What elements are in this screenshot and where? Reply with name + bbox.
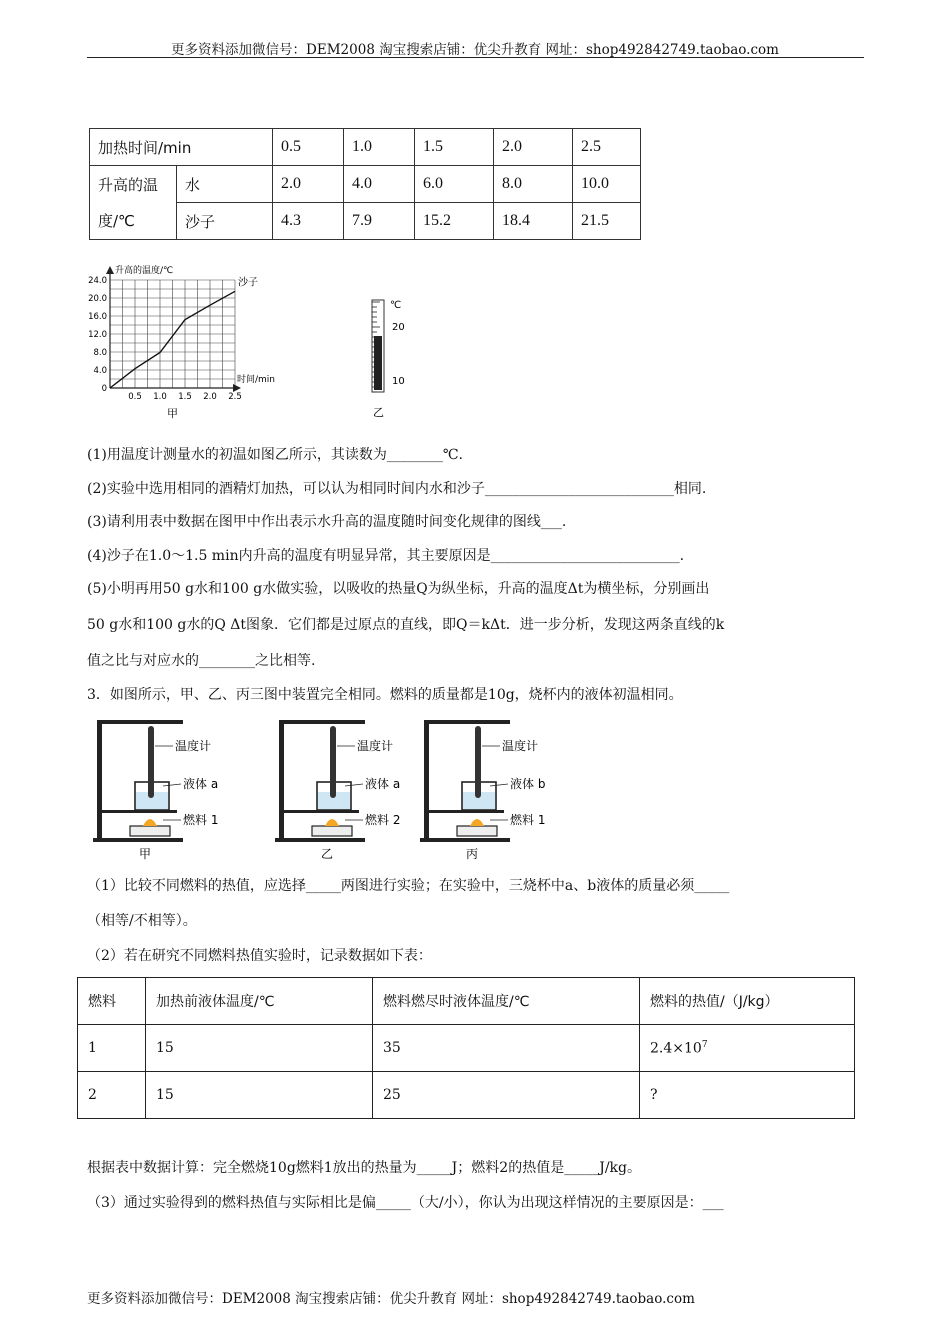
- question-line: (5)小明再用50 g水和100 g水做实验，以吸收的热量Q为纵坐标，升高的温度Δt为横坐标，分别画出: [87, 581, 710, 597]
- fuel-dish: [312, 826, 352, 836]
- time-cell: 1.0: [344, 129, 415, 166]
- y-tick-label: 4.0: [93, 366, 107, 376]
- stand-pole: [424, 720, 429, 840]
- heat-value-base: 2.4×10: [650, 1040, 702, 1057]
- y-axis-label: 升高的温度/℃: [115, 266, 174, 276]
- heat-value-exponent: 7: [701, 1039, 708, 1050]
- fuel-label: 燃料 1: [183, 813, 219, 827]
- y-tick-labels: [88, 276, 107, 394]
- x-tick-labels: [128, 392, 242, 402]
- label-10: 10: [392, 376, 405, 387]
- sand-label: 沙子: [177, 203, 273, 240]
- question-line: 50 g水和100 g水的Q Δt图象．它们都是过原点的直线，即Q＝kΔt．进一步分析，发现这两条直线的k: [87, 617, 725, 633]
- temp-label-bottom: 度/℃: [90, 203, 177, 240]
- temperature-time-chart: [85, 258, 295, 423]
- stand-base: [275, 838, 365, 842]
- fuel-dish: [130, 826, 170, 836]
- y-tick-label: 8.0: [93, 348, 107, 358]
- q3-part2: （2）若在研究不同燃料热值实验时，记录数据如下表：: [87, 948, 432, 964]
- thermometer-label: 温度计: [357, 739, 394, 753]
- stand-top-arm: [279, 720, 365, 724]
- sand-cell: 18.4: [494, 203, 573, 240]
- time-cell: 2.0: [494, 129, 573, 166]
- unit-label: ℃: [390, 300, 402, 311]
- q3-intro: 3．如图所示，甲、乙、丙三图中装置完全相同。燃料的质量都是10g，烧杯内的液体初温相同。: [87, 687, 683, 703]
- heating-data-table: [89, 128, 641, 240]
- water-cell: 6.0: [415, 166, 494, 203]
- thermometer-label: 温度计: [502, 739, 539, 753]
- thermometer-label: 温度计: [175, 739, 212, 753]
- liquid-label: 液体 a: [365, 777, 401, 791]
- water-cell: 2.0: [273, 166, 344, 203]
- apparatus-figure: [93, 712, 263, 862]
- series-label: 沙子: [238, 277, 258, 289]
- page-footer: 更多资料添加微信号：DEM2008 淘宝搜索店铺：优尖升教育 网址：shop492842749.taobao.com: [87, 1291, 695, 1307]
- x-tick-label: 2.0: [203, 392, 217, 402]
- table-row: [90, 129, 641, 166]
- fuel-cell: 2: [78, 1072, 146, 1119]
- heat-value-cell: ?: [640, 1072, 855, 1119]
- question-line: 值之比与对应水的________之比相等.: [87, 653, 316, 669]
- header-cell: 燃料的热值/（J/kg）: [640, 978, 855, 1025]
- fuel-label: 燃料 2: [365, 813, 401, 827]
- before-temp-cell: 15: [146, 1072, 373, 1119]
- q3-part1-cont: （相等/不相等）。: [87, 913, 197, 929]
- time-label: 加热时间/min: [90, 129, 273, 166]
- water-cell: 4.0: [344, 166, 415, 203]
- label-20: 20: [392, 322, 405, 333]
- x-tick-label: 1.0: [153, 392, 167, 402]
- q3-calc: 根据表中数据计算：完全燃烧10g燃料1放出的热量为_____J；燃料2的热值是_____J/kg。: [87, 1160, 641, 1176]
- stand-base: [93, 838, 183, 842]
- question-line: (2)实验中选用相同的酒精灯加热，可以认为相同时间内水和沙子___________________________相同.: [87, 481, 707, 497]
- after-temp-cell: 25: [373, 1072, 640, 1119]
- heat-value-cell: [640, 1025, 855, 1072]
- fuel-dish: [457, 826, 497, 836]
- apparatus-figure: [420, 712, 590, 862]
- before-temp-cell: 15: [146, 1025, 373, 1072]
- x-axis-arrow: [233, 384, 241, 392]
- after-temp-cell: 35: [373, 1025, 640, 1072]
- y-tick-label: 20.0: [88, 294, 107, 304]
- header-cell: 加热前液体温度/℃: [146, 978, 373, 1025]
- table-row: [90, 166, 641, 203]
- table-row: [90, 203, 641, 240]
- figure-caption: 丙: [466, 847, 479, 861]
- figure-caption: 乙: [321, 847, 334, 861]
- y-axis-arrow: [106, 266, 114, 274]
- x-tick-label: 2.5: [228, 392, 242, 402]
- header-divider: [87, 57, 864, 58]
- thermometer: [330, 726, 336, 798]
- water-cell: 8.0: [494, 166, 573, 203]
- water-label: 水: [177, 166, 273, 203]
- stand-pole: [279, 720, 284, 840]
- time-cell: 0.5: [273, 129, 344, 166]
- x-tick-label: 1.5: [178, 392, 192, 402]
- fuel-label: 燃料 1: [510, 813, 546, 827]
- x-axis-label: 时间/min: [237, 375, 276, 385]
- table-row: [78, 1025, 855, 1072]
- stand-top-arm: [97, 720, 183, 724]
- sand-cell: 4.3: [273, 203, 344, 240]
- time-cell: 2.5: [573, 129, 641, 166]
- figure-caption: 甲: [139, 847, 152, 861]
- stand-pole: [97, 720, 102, 840]
- question-line: (1)用温度计测量水的初温如图乙所示，其读数为________℃.: [87, 447, 463, 463]
- q3-part1: （1）比较不同燃料的热值，应选择_____两图进行实验；在实验中，三烧杯中a、b液体的质量必须_____: [87, 878, 730, 894]
- y-tick-label: 16.0: [88, 312, 107, 322]
- water-cell: 10.0: [573, 166, 641, 203]
- flame: [325, 819, 339, 826]
- y-tick-label: 24.0: [88, 276, 107, 286]
- sand-cell: 21.5: [573, 203, 641, 240]
- y-tick-label: 0: [101, 384, 107, 394]
- flame: [143, 819, 157, 826]
- time-cell: 1.5: [415, 129, 494, 166]
- table-row: [78, 1072, 855, 1119]
- thermometer: [148, 726, 154, 798]
- q3-part3: （3）通过实验得到的燃料热值与实际相比是偏_____（大/小），你认为出现这样情况的主要原因是：___: [87, 1195, 724, 1211]
- thermometer: [475, 726, 481, 798]
- flame: [470, 819, 484, 826]
- question-line: (3)请利用表中数据在图甲中作出表示水升高的温度随时间变化规律的图线___.: [87, 514, 567, 530]
- chart-caption: 甲: [167, 407, 178, 420]
- temp-label-top: 升高的温: [90, 166, 177, 203]
- fuel-heat-table: [77, 977, 855, 1119]
- fuel-cell: 1: [78, 1025, 146, 1072]
- stand-top-arm: [424, 720, 510, 724]
- header-cell: 燃料燃尽时液体温度/℃: [373, 978, 640, 1025]
- liquid-label: 液体 b: [510, 777, 546, 791]
- thermometer-figure: [360, 292, 420, 422]
- header-cell: 燃料: [78, 978, 146, 1025]
- table-row: [78, 978, 855, 1025]
- question-line: (4)沙子在1.0～1.5 min内升高的温度有明显异常，其主要原因是___________________________.: [87, 548, 685, 564]
- y-tick-label: 12.0: [88, 330, 107, 340]
- sand-cell: 15.2: [415, 203, 494, 240]
- x-tick-label: 0.5: [128, 392, 142, 402]
- sand-cell: 7.9: [344, 203, 415, 240]
- thermometer-caption: 乙: [373, 406, 384, 419]
- page-header: 更多资料添加微信号：DEM2008 淘宝搜索店铺：优尖升教育 网址：shop492842749.taobao.com: [171, 42, 779, 58]
- liquid-label: 液体 a: [183, 777, 219, 791]
- chart-grid: [110, 280, 235, 388]
- stand-base: [420, 838, 510, 842]
